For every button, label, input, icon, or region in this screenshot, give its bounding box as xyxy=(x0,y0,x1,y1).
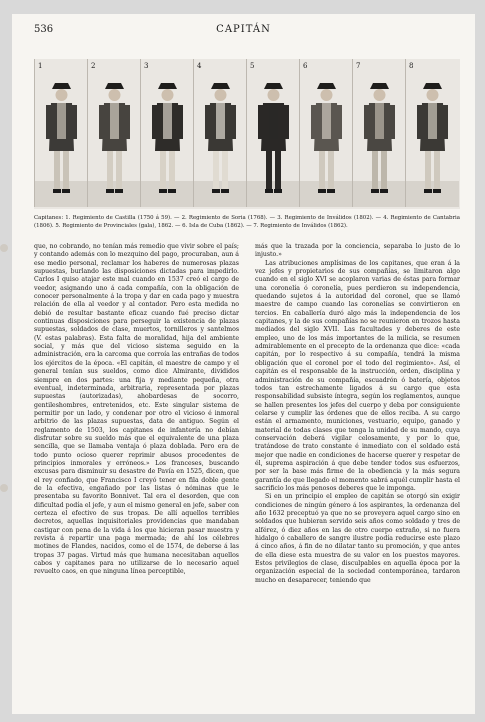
figure-number: 2 xyxy=(91,62,96,70)
figure-number: 5 xyxy=(250,62,255,70)
left-column xyxy=(34,243,239,577)
uniform-plate xyxy=(34,59,460,209)
document-page xyxy=(12,14,475,714)
paragraph: más que la trazada por la conciencia, separaba lo justo de lo injusto.» xyxy=(255,243,460,259)
binding-hole xyxy=(0,484,8,492)
right-column xyxy=(255,243,460,585)
binding-hole xyxy=(0,244,8,252)
page-number: 536 xyxy=(34,24,54,35)
uniform-figure xyxy=(87,59,141,207)
figure-number: 8 xyxy=(409,62,414,70)
figure-number: 7 xyxy=(356,62,361,70)
uniform-figure xyxy=(405,59,459,207)
figure-number: 6 xyxy=(303,62,308,70)
uniform-figure xyxy=(352,59,406,207)
paragraph: Si en un principio el empleo de capitán se otorgó sin exigir condiciones de ningún género á los aspirantes, la ordenanza del año 1632 preceptuó ya que no se proveyera aquel cargo sino en soldados que hubieran servido seis años como soldado y tres de alférez, ó diez años en las de otro cuerpo extraño, si no fuera hidalgo ó caballero de sangre ilustre podía reducirse este plazo á cinco años, á fin de no dilatar tanto su promoción, y que antes de ella diese esta muestra de su valor en los puestos mayores. Estos privilegios de clase, disculpables en aquella época por la organización especial de la sociedad contemporánea, tardaron mucho en desaparecer, teniendo que xyxy=(255,493,460,584)
uniform-figure xyxy=(246,59,300,207)
plate-caption: Capitanes: 1. Regimiento de Castilla (1750 á 59). — 2. Regimiento de Soria (1768). — 3. Regimiento de Inválidos (1802). — 4. Regimiento de Cantabria (1806). 5. Regimiento de Provinciales (gala), 1862. — 6. Isla de Cuba (1862). — 7. Regimiento de Inválidos (1862). xyxy=(34,215,460,229)
uniform-figure xyxy=(299,59,353,207)
figure-number: 4 xyxy=(197,62,202,70)
uniform-figure xyxy=(140,59,194,207)
paragraph: que, no cobrando, no tenían más remedio que vivir sobre el país; y contando además con lo mezquino del pago, procuraban, aun á ese medio personal, reclamar los haberes de numerosas plazas supuestas, burlando las disposiciones dictadas para impedirlo. Carlos I quiso atajar este mal cuando en 1537 creó el cargo de veedor, asignando uno á cada compañía, con la obligación de conocer personalmente á la tropa y dar en cada pago y muestra relación de ella al veedor y al contador. Pero esta medida no debió de resultar bastante eficaz cuando fué preciso dictar continuas disposiciones para perseguir la existencia de plazas supuestas, soldados de clase, muertos, tornilleros y santelmos (V. estas palabras). Esta falta de moralidad, hija del ambiente social, y más que del vicioso sistema seguido en la administración, era la carcoma que corroía las entrañas de todos los ejércitos de la época. «El capitán, el maestre de campo y el general tenían sus sueldos, como dice Almirante, divididos siempre en dos partes: una fija y mediante pequeña, otra eventual, indeterminada, arbitraria, representada por plazas supuestas (autorizadas), ahobardesas de socorro, gentileshombres, entretenidos, etc. Este singular sistema de permitir por un lado, y condenar por otro el vicioso é inmoral arbitrio de las plazas supuestas, data de antiguo. Según el reglamento de 1503, los capitanes de infantería no debían disfrutar sobre su sueldo más que el equivalente de una plaza sencilla, que se llamaba ventaja ó plaza doblada. Pero era de todo punto ocioso querer reprimir abusos procedentes de principios inmorales y erróneos.» Los franceses, buscando excusas para disminuir su desastre de Pavía en 1525, dicen, que el rey confiado, que Francisco I creyó tener en fila doble gente de la efectiva, engañado por las listas ó nóminas que le presentaba su favorito Bonnivet. Tal era el desorden, que con dificultad podía el jefe, y aun el mismo general en jefe, saber con certeza el efectivo de sus tropas. De allí aquellos terribles decretos, aquellas inquisitoriales providencias que mandaban castigar con pena de la vida á los que hicieran pasar muestra y revista á repartir una paga mermada; de ahí los célebres motines de Flandes, nacidos, como el de 1574, de deberse á las tropas 37 pagas. Virtud más que humana necesitaban aquellos cabos y capitanes para no utilizarse de lo necesario aquel revuelto caos, en que ninguna línea perceptible, xyxy=(34,243,239,576)
uniform-figure xyxy=(34,59,88,207)
running-header xyxy=(12,24,475,38)
uniform-figure xyxy=(193,59,247,207)
running-title: CAPITÁN xyxy=(216,24,271,35)
paragraph: Las atribuciones amplísimas de los capitanes, que eran á la vez jefes y propietarios de sus compañías, se limitaron algo cuando en el siglo XVI se acoplaron varias de éstas para formar una coronelía ó coronelía, pues perdieron su independencia, quedando sujetos á la autoridad del coronel, que se llamó maestre de campo cuando las coronelías se convirtieron en tercios. En caballería duró algo más la independencia de los capitanes, y la de sus compañías no se reunieron en trozos hasta mediados del siglo XVII. Las facultades y deberes de este empleo, uno de los más importantes de la milicia, se resumen admirablemente en el precepto de la ordenanza que dice: «cada capitán, por lo respectivo á su compañía, tendrá la misma obligación que el coronel por el todo del regimiento». Así, el capitán es el responsable de la instrucción, orden, disciplina y administración de su compañía, escuadrón ó batería, objetos todos tan estrechamente ligados á su cargo que esta responsabilidad subsiste íntegra, según los reglamentos, aunque se hallen presentes los jefes del cuerpo y deba por consiguiente celarse y cumplir las órdenes que de ellos reciba. A su cargo están el armamento, municiones, vestuario, equipo, ganado y material de todas clases que tenga la unidad de su mando, cuya conservación deberá vigilar celosamente, y por lo que, tratándose de trato constante é inmediato con el soldado está mejor que nadie en condiciones de hacerse querer y respetar de él, suprema aspiración á que debe tender todos sus esfuerzos, por ser la base más firme de la obediencia y la más segura garantía de que llegado el momento sabrá aquél cumplir hasta el sacrificio los más penosos deberes que le imponga. xyxy=(255,259,460,492)
figure-number: 3 xyxy=(144,62,149,70)
figure-number: 1 xyxy=(38,62,43,70)
